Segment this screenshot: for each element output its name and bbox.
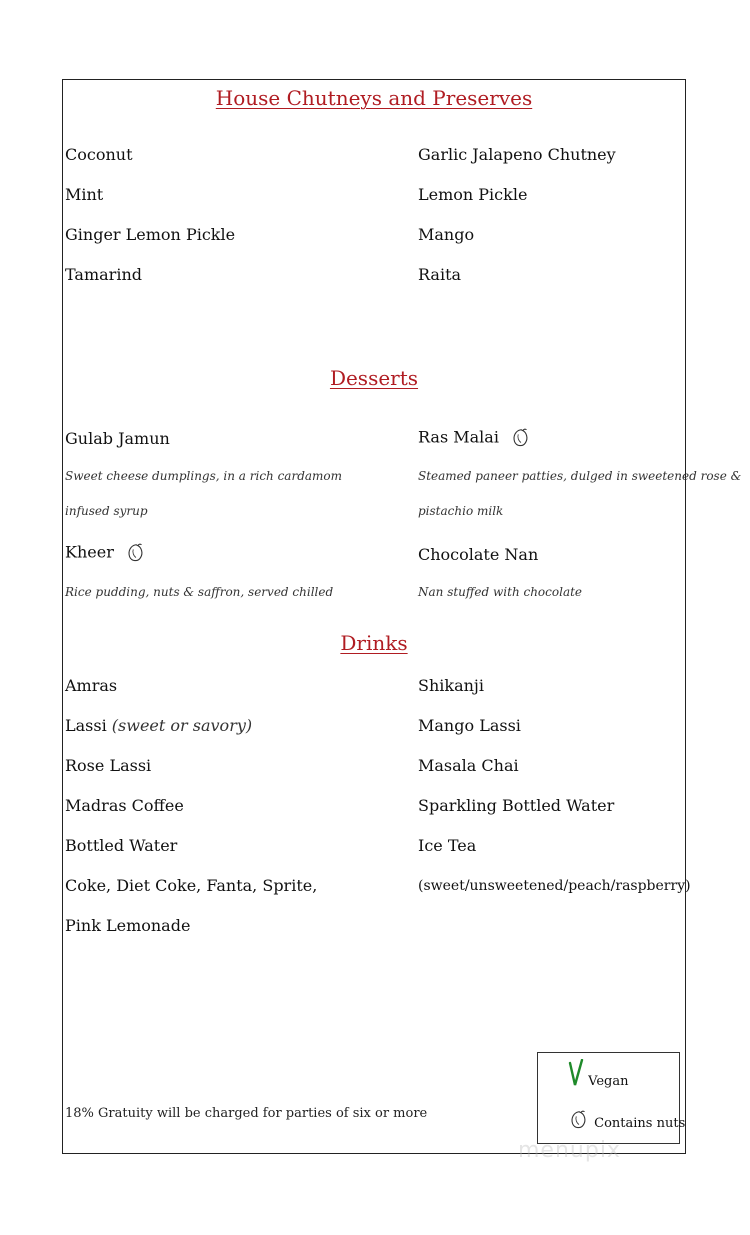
- dessert-desc: Rice pudding, nuts & saffron, served chilled: [65, 585, 334, 599]
- chutney-item: Ginger Lemon Pickle: [65, 225, 236, 244]
- legend: [537, 1052, 686, 1144]
- drink-item: Masala Chai: [418, 756, 519, 775]
- drink-item: Ice Tea: [418, 836, 477, 855]
- dessert-name: Gulab Jamun: [65, 429, 170, 448]
- chutney-item: Mango: [418, 225, 475, 244]
- legend-nuts-label: Contains nuts: [594, 1116, 686, 1131]
- legend-vegan-label: Vegan: [588, 1074, 629, 1089]
- dessert-item-ras-malai: [418, 427, 532, 449]
- chutney-item: Lemon Pickle: [418, 185, 528, 204]
- chutney-item: Tamarind: [65, 265, 142, 284]
- drink-item: Rose Lassi: [65, 756, 152, 775]
- drink-name: Lassi: [65, 716, 107, 735]
- drink-item: Bottled Water: [65, 836, 178, 855]
- dessert-item-gulab-jamun: [65, 429, 170, 449]
- drink-note: (sweet or savory): [111, 716, 253, 735]
- drink-item: Madras Coffee: [65, 796, 184, 815]
- watermark: menupix: [518, 1138, 621, 1163]
- vegan-icon: [568, 1059, 584, 1089]
- drinks-title: Drinks: [340, 631, 408, 655]
- contains-nuts-icon: [568, 1109, 590, 1131]
- dessert-desc: Steamed paneer patties, dulged in sweetened rose &: [418, 469, 742, 483]
- dessert-desc: Sweet cheese dumplings, in a rich cardamom: [65, 469, 343, 483]
- drink-item: Mango Lassi: [418, 716, 521, 735]
- contains-nuts-icon: [510, 427, 532, 449]
- contains-nuts-icon: [125, 542, 147, 564]
- dessert-item-kheer: [65, 542, 147, 564]
- dessert-name: Chocolate Nan: [418, 545, 539, 564]
- chutneys-title: House Chutneys and Preserves: [215, 86, 533, 110]
- drink-item: Pink Lemonade: [65, 916, 191, 935]
- drink-item: Coke, Diet Coke, Fanta, Sprite,: [65, 876, 318, 895]
- desserts-title: Desserts: [329, 366, 419, 390]
- dessert-item-chocolate-nan: [418, 545, 538, 565]
- dessert-desc: infused syrup: [65, 504, 148, 518]
- dessert-name: Kheer: [65, 542, 114, 562]
- dessert-desc: pistachio milk: [418, 504, 504, 518]
- gratuity-note: 18% Gratuity will be charged for parties of six or more: [65, 1106, 428, 1121]
- dessert-desc: Nan stuffed with chocolate: [418, 585, 583, 599]
- chutney-item: Mint: [65, 185, 104, 204]
- drink-item: Amras: [65, 676, 118, 695]
- drink-item-lassi: [65, 716, 252, 736]
- chutney-item: Coconut: [65, 145, 133, 164]
- drink-item: Sparkling Bottled Water: [418, 796, 615, 815]
- legend-nuts: [568, 1109, 685, 1131]
- legend-vegan: [568, 1059, 628, 1089]
- dessert-name: Ras Malai: [418, 427, 499, 447]
- chutney-item: Garlic Jalapeno Chutney: [418, 145, 616, 164]
- chutney-item: Raita: [418, 265, 462, 284]
- drink-item: Shikanji: [418, 676, 484, 695]
- drink-note: (sweet/unsweetened/peach/raspberry): [418, 878, 691, 894]
